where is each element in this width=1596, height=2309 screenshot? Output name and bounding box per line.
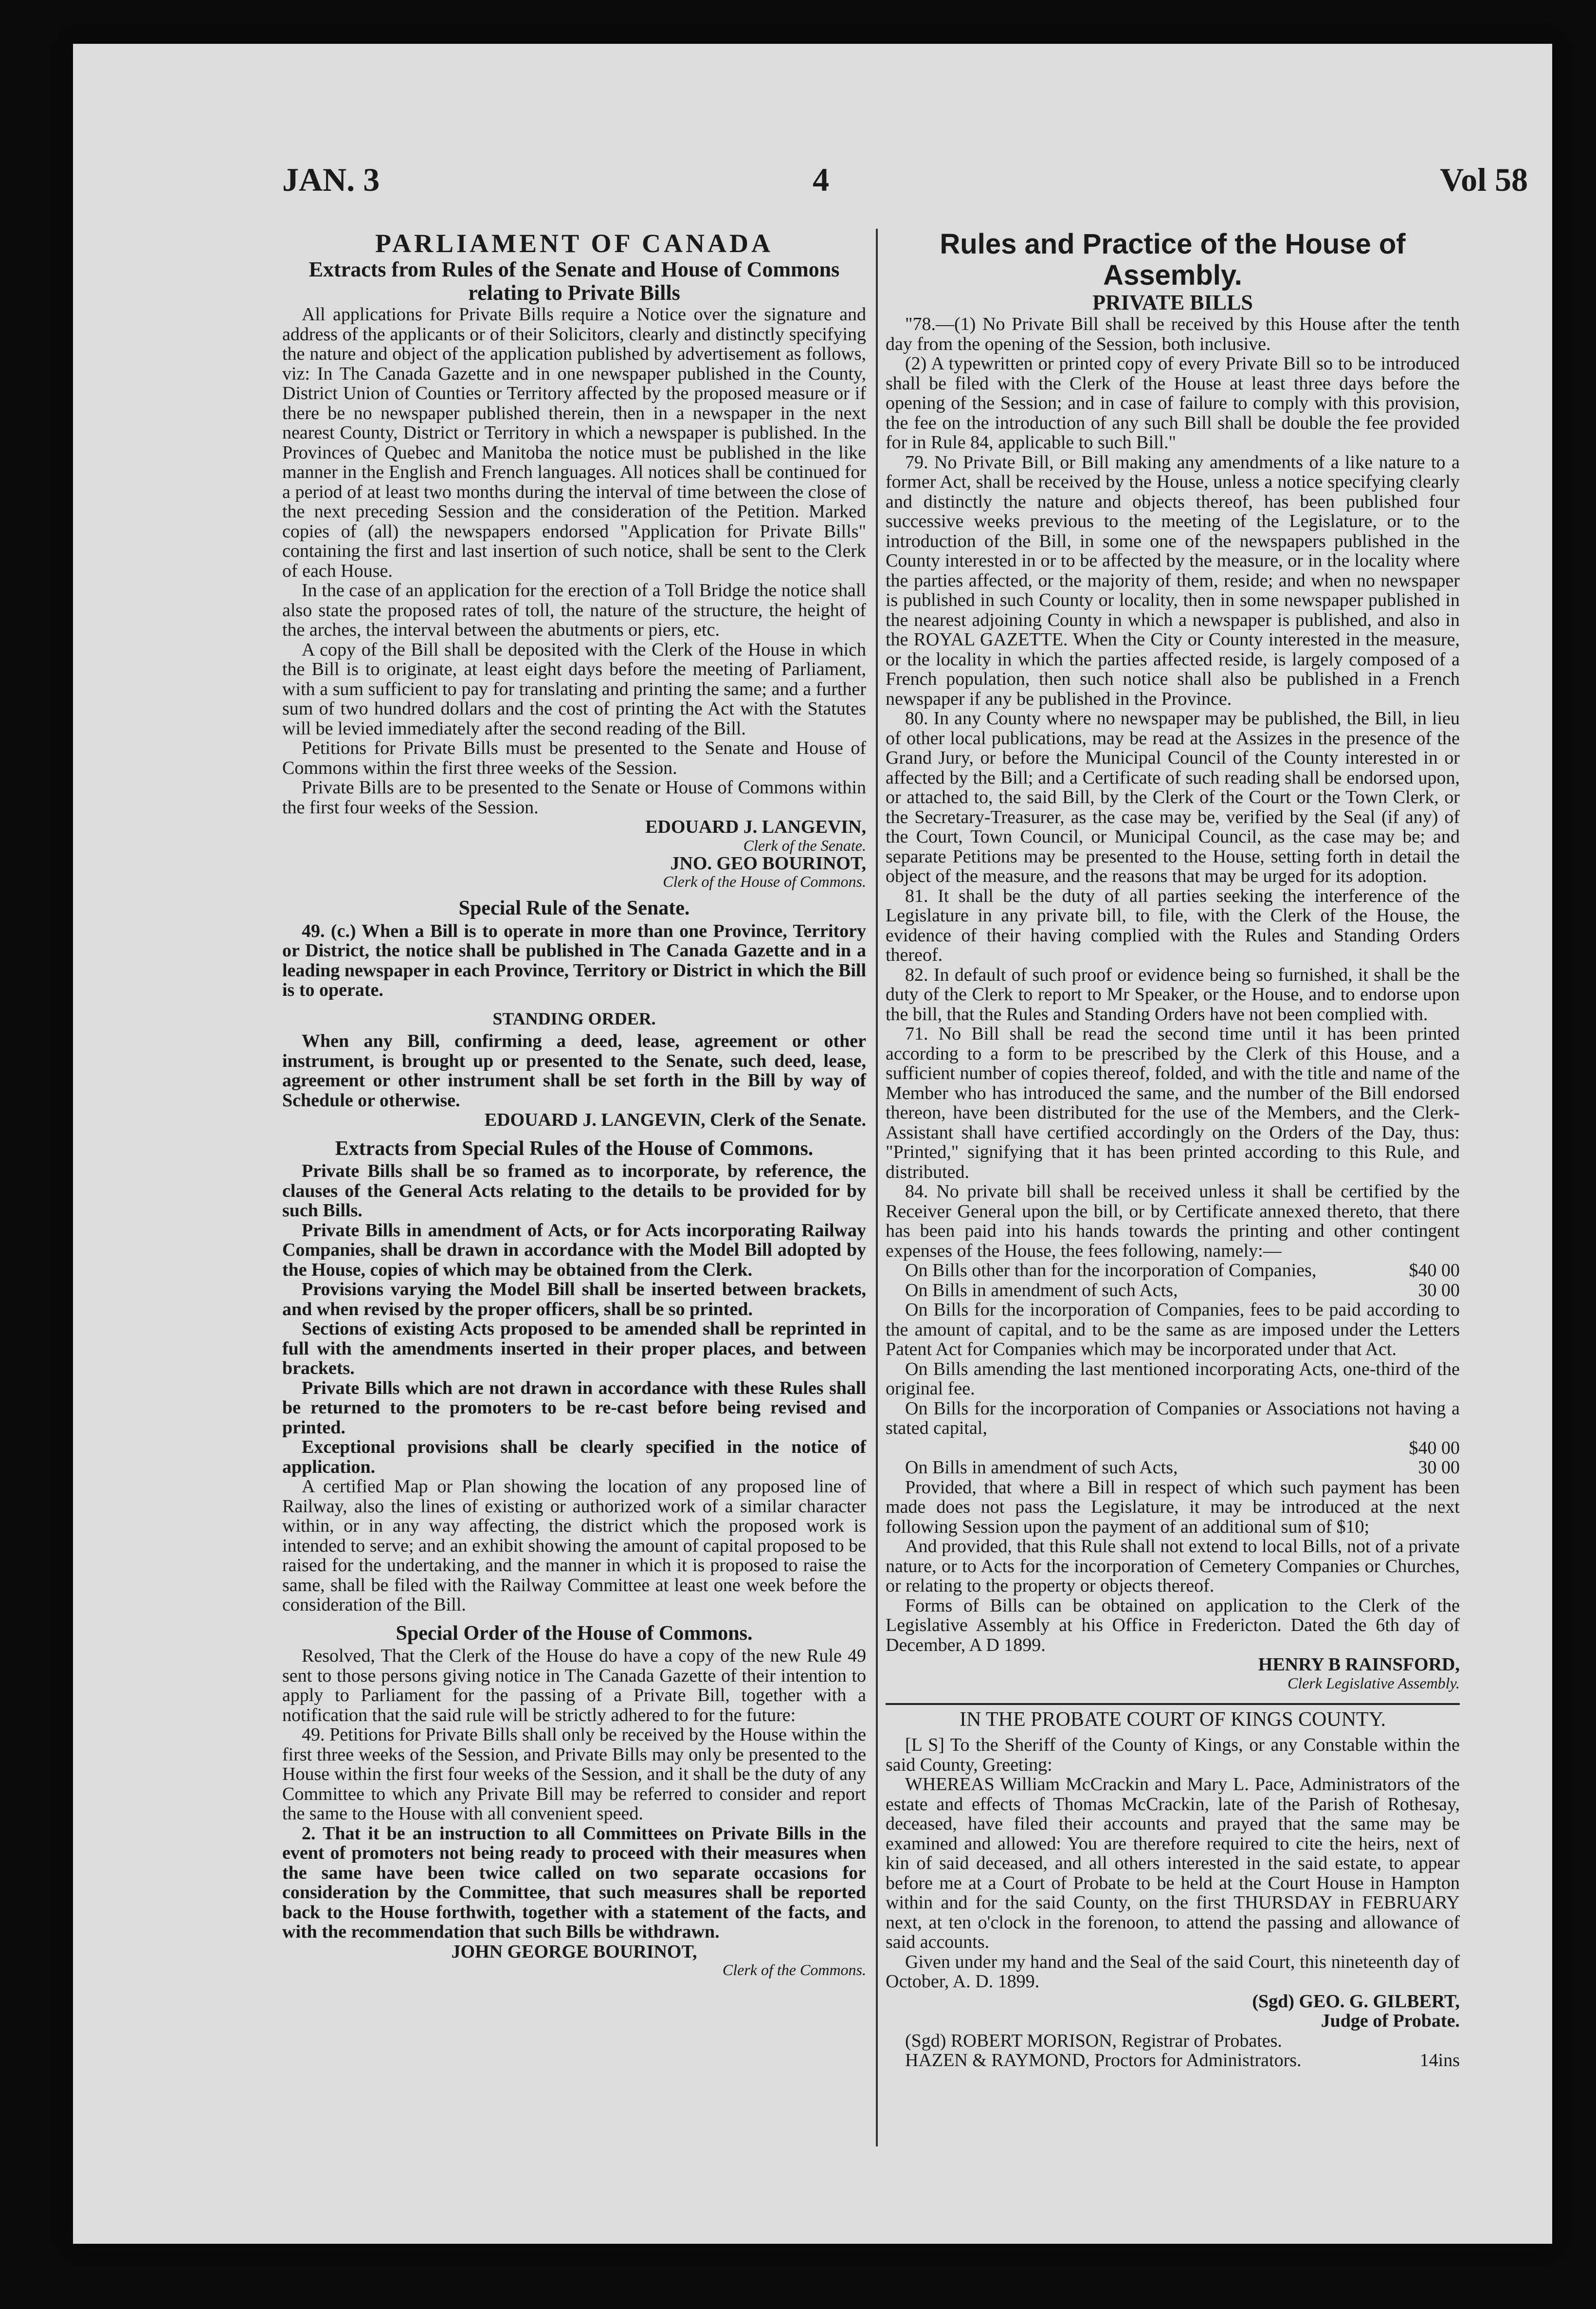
signature-name: HENRY B RAINSFORD, <box>1258 1654 1460 1675</box>
parliament-title: PARLIAMENT OF CANADA <box>375 229 773 258</box>
senate-rule-heading: Special Rule of the Senate. <box>458 897 690 919</box>
paragraph: Provisions varying the Model Bill shall be inserted between brackets, and when revised by the proper officers, shall be so printed. <box>282 1279 866 1319</box>
fee-row <box>886 1281 1460 1301</box>
signature-title: Clerk of the Senate. <box>743 836 866 854</box>
signature-title: Clerk of the Commons. <box>722 1961 866 1979</box>
paragraph: [L S] To the Sheriff of the County of Kings, or any Constable within the said County, Greeting: <box>886 1735 1460 1775</box>
volume-number: Vol 58 <box>1440 161 1528 198</box>
paragraph: On Bills amending the last mentioned incorporating Acts, one-third of the original fee. <box>886 1358 1460 1399</box>
fee-label: On Bills in amendment of such Acts, <box>905 1457 1178 1478</box>
special-order-heading: Special Order of the House of Commons. <box>396 1622 753 1645</box>
standing-order: When any Bill, confirming a deed, lease, agreement or other instrument, is brought up or presented to the Senate, such deed, lease, agreement or other instrument shall be set forth in the Bill by way of Schedule or otherwise. <box>282 1031 866 1111</box>
paragraph: All applications for Private Bills require a Notice over the signature and address of the applicants or of their Solicitors, clearly and distinctly specifying the nature and object of the application published by advertisement as follows, viz: In The Canada Gazette and in one newspaper published in the County, District Union of Counties or Territory affected by the proposed measure or if there be no newspaper published therein, then in a newspaper in the next nearest County, District or Territory in which a newspaper is published. In the Provinces of Quebec and Manitoba the notice must be published in the like manner in the English and French languages. All notices shall be continued for a period of at least two months during the interval of time between the close of the next preceding Session and the consideration of the Petition. Marked copies of (all) the newspapers endorsed "Application for Private Bills" containing the first and last insertion of such notice, shall be sent to the Clerk of each House. <box>282 304 866 581</box>
paragraph: 49. Petitions for Private Bills shall only be received by the House within the first three weeks of the Session, and Private Bills may only be presented to the House within the first four weeks of the Session, and it shall be the duty of any Committee to which any Private Bill may be referred to consider and report the same to the House with all convenient speed. <box>282 1724 866 1824</box>
fee-amount: $40 00 <box>1409 1260 1460 1281</box>
paragraph: And provided, that this Rule shall not extend to local Bills, not of a private nature, or to Acts for the incorporation of Cemetery Companies or Churches, or relating to the property or objects thereof. <box>886 1536 1460 1596</box>
paragraph: Forms of Bills can be obtained on application to the Clerk of the Legislative Assembly at his Office in Fredericton. Dated the 6th day of December, A D 1899. <box>886 1595 1460 1655</box>
paragraph: Petitions for Private Bills must be presented to the Senate and House of Commons within the first three weeks of the Session. <box>282 738 866 778</box>
paragraph: Provided, that where a Bill in respect of which such payment has been made does not pass the Legislature, it may be introduced at the next following Session upon the payment of an additional sum of $10; <box>886 1477 1460 1537</box>
section-rule <box>886 1703 1460 1705</box>
paragraph: 84. No private bill shall be received unless it shall be certified by the Receiver General upon the bill, or by Certificate annexed thereto, that there has been paid into his hands towards the printing and other contingent expenses of the House, the fees following, namely:— <box>886 1181 1460 1261</box>
paragraph: 2. That it be an instruction to all Committees on Private Bills in the event of promoters not being ready to proceed with their measures when the same have been twice called on two separate occasions for consideration by the Committee, that such measures shall be reported back to the House forthwith, together with a statement of the facts, and with the recommendation that such Bills be withdrawn. <box>282 1823 866 1942</box>
fee-amount: $40 00 <box>1409 1437 1460 1458</box>
insertion-count: 14ins <box>1419 2050 1460 2071</box>
fee-row <box>886 1458 1460 1478</box>
paragraph: In the case of an application for the erection of a Toll Bridge the notice shall also state the proposed rates of toll, the nature of the structure, the height of the arches, the interval between the abutments or piers, etc. <box>282 580 866 640</box>
paragraph: 71. No Bill shall be read the second time until it has been printed according to a form to be prescribed by the Clerk of this House, and a sufficient number of copies thereof, folded, and with the title and name of the Member who has introduced the same, and the number of the Bill endorsed thereon, have been distributed for the use of the Members, and the Clerk-Assistant shall have certified accordingly on the Orders of the Day, thus: "Printed," signifying that it has been printed according to this Rule, and distributed. <box>886 1024 1460 1182</box>
fee-amount: 30 00 <box>1418 1280 1460 1301</box>
fee-label: On Bills in amendment of such Acts, <box>905 1280 1178 1301</box>
signature-name: EDOUARD J. LANGEVIN, <box>645 817 866 837</box>
issue-date: JAN. 3 <box>282 161 380 198</box>
signature-title: Clerk Legislative Assembly. <box>1287 1674 1460 1692</box>
column-divider <box>876 229 878 2146</box>
paragraph: Private Bills which are not drawn in accordance with these Rules shall be returned to the promoters to be re-cast before being revised and printed. <box>282 1377 866 1438</box>
assembly-subtitle: PRIVATE BILLS <box>1092 291 1253 314</box>
signature-name: JOHN GEORGE BOURINOT, <box>451 1941 697 1962</box>
judge-signature: (Sgd) GEO. G. GILBERT, <box>1252 1991 1460 2012</box>
paragraph: Private Bills shall be so framed as to incorporate, by reference, the clauses of the General Acts relating to the details to be provided for by such Bills. <box>282 1161 866 1221</box>
paragraph: "78.—(1) No Private Bill shall be received by this House after the tenth day from the opening of the Session, both inclusive. <box>886 314 1460 354</box>
parliament-subtitle: Extracts from Rules of the Senate and House of Commons relating to Private Bills <box>308 257 840 305</box>
paragraph: (2) A typewritten or printed copy of every Private Bill so to be introduced shall be filed with the Clerk of the House at least three days before the opening of the Session; and in case of failure to comply with this provision, the fee on the introduction of any such Bill shall be double the fee provided for in Rule 84, applicable to such Bill." <box>886 353 1460 453</box>
fee-row <box>886 1438 1460 1458</box>
standing-order-heading: STANDING ORDER. <box>492 1008 656 1028</box>
paragraph: 82. In default of such proof or evidence being so furnished, it shall be the duty of the Clerk to report to Mr Speaker, or the House, and to endorse upon the bill, that the Rules and Standing Orders have not been complied with. <box>886 964 1460 1025</box>
assembly-title: Rules and Practice of the House of Assembly. <box>940 228 1406 291</box>
right-column <box>886 229 1460 2071</box>
proctors-line: HAZEN & RAYMOND, Proctors for Administrators. <box>905 2050 1302 2071</box>
left-column <box>282 229 866 1978</box>
judge-title: Judge of Probate. <box>1321 2011 1460 2031</box>
commons-rules-heading: Extracts from Special Rules of the House of Commons. <box>335 1137 814 1160</box>
signature-title: Clerk of the House of Commons. <box>663 873 866 890</box>
paragraph: Private Bills are to be presented to the Senate or House of Commons within the first four weeks of the Session. <box>282 777 866 818</box>
paragraph: 79. No Private Bill, or Bill making any amendments of a like nature to a former Act, shall be received by the House, unless a notice specifying clearly and distinctly the nature and objects thereof, has been published four successive weeks previous to the meeting of the Legislature, or to the introduction of the Bill, in some one of the newspapers published in the County interested in or to be affected by the measure, or in the locality where the parties affected, or the majority of them, reside; and when no newspaper is published in such County or locality, then in some newspaper published in the nearest adjoining County in which a newspaper is published, and also in the ROYAL GAZETTE. When the City or County interested in the measure, or the locality in which the parties affected reside, is largely composed of a French population, then such notice shall also be published in a French newspaper if any be published in the Province. <box>886 452 1460 709</box>
paragraph: A copy of the Bill shall be deposited with the Clerk of the House in which the Bill is to originate, at least eight days before the meeting of Parliament, with a sum sufficient to pay for translating and printing the same; and a further sum of two hundred dollars and the cost of printing the Act with the Statutes will be levied immediately after the second reading of the Bill. <box>282 639 866 739</box>
paragraph: On Bills for the incorporation of Companies, fees to be paid according to the amount of capital, and to be the same as are imposed under the Letters Patent Act for Companies which may be incorporated under that Act. <box>886 1300 1460 1359</box>
page-header <box>282 141 1528 224</box>
paragraph: Exceptional provisions shall be clearly specified in the notice of application. <box>282 1437 866 1477</box>
paragraph: Sections of existing Acts proposed to be amended shall be reprinted in full with the amendments inserted in their proper places, and between brackets. <box>282 1319 866 1378</box>
paragraph: Private Bills in amendment of Acts, or for Acts incorporating Railway Companies, shall be drawn in accordance with the Model Bill adopted by the House, copies of which may be obtained from the Clerk. <box>282 1220 866 1280</box>
signature-name: JNO. GEO BOURINOT, <box>670 853 866 874</box>
registrar-line: (Sgd) ROBERT MORISON, Registrar of Probates. <box>905 2030 1282 2051</box>
probate-court-heading: IN THE PROBATE COURT OF KINGS COUNTY. <box>959 1708 1386 1731</box>
paragraph: On Bills for the incorporation of Companies or Associations not having a stated capital, <box>886 1398 1460 1438</box>
paragraph: Resolved, That the Clerk of the House do have a copy of the new Rule 49 sent to those persons giving notice in The Canada Gazette of their intention to apply to Parliament for the passing of a Private Bill, together with a notification that the said rule will be strictly adhered to for the future: <box>282 1646 866 1725</box>
page-number: 4 <box>813 161 829 198</box>
paragraph: 81. It shall be the duty of all parties seeking the interference of the Legislature in any private bill, to file, with the Clerk of the House, the evidence of their having complied with the Rules and Standing Orders thereof. <box>886 885 1460 965</box>
paragraph: A certified Map or Plan showing the location of any proposed line of Railway, also the lines of existing or authorized work of a similar character within, or in any way affecting, the district which the proposed work is intended to serve; and an exhibit showing the amount of capital proposed to be raised for the undertaking, and the manner in which it is proposed to raise the same, shall be filed with the Railway Committee at least one week before the consideration of the Bill. <box>282 1476 866 1615</box>
signature-line: EDOUARD J. LANGEVIN, Clerk of the Senate. <box>484 1110 866 1130</box>
fee-row <box>886 1261 1460 1281</box>
paragraph: Given under my hand and the Seal of the said Court, this nineteenth day of October, A. D. 1899. <box>886 1951 1460 1992</box>
paragraph: 80. In any County where no newspaper may be published, the Bill, in lieu of other local publications, may be read at the Assizes in the presence of the Grand Jury, or before the Municipal Council of the County interested in or affected by the Bill; and a Certificate of such reading shall be endorsed upon, or attached to, the said Bill, by the Clerk of the Court or the Town Clerk, or the Secretary-Treasurer, as the case may be, verified by the Seal (if any) of the Court, Town Council, or Municipal Council, as the case may be; and separate Petitions may be presented to the House, setting forth in detail the object of the measure, and the reasons that may be urged for its adoption. <box>886 708 1460 886</box>
paragraph: WHEREAS William McCrackin and Mary L. Pace, Administrators of the estate and effects of Thomas McCrackin, late of the Parish of Rothesay, deceased, have filed their accounts and prayed that the same may be examined and allowed: You are therefore required to cite the heirs, next of kin of said deceased, and all others interested in the said estate, to appear before me at a Court of Probate to be held at the Court House in Hampton within and for the said County, on the first THURSDAY in FEBRUARY next, at ten o'clock in the forenoon, to attend the passing and allowance of said accounts. <box>886 1774 1460 1952</box>
fee-label: On Bills other than for the incorporation of Companies, <box>905 1260 1317 1281</box>
senate-rule: 49. (c.) When a Bill is to operate in more than one Province, Territory or District, the notice shall be published in The Canada Gazette and in a leading newspaper in each Province, Territory or District in which the Bill is to operate. <box>282 920 866 1000</box>
fee-amount: 30 00 <box>1418 1457 1460 1478</box>
